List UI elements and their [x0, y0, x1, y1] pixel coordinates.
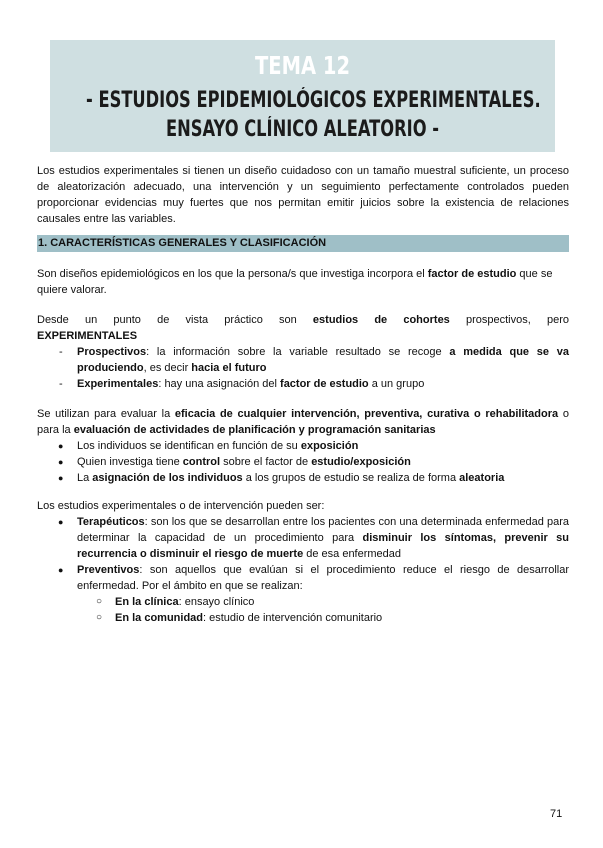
- paragraph-definition: [37, 266, 569, 298]
- tema-number: TEMA 12: [254, 51, 351, 80]
- bold-text: Prospectivos: [77, 346, 147, 358]
- document-body: [37, 163, 569, 626]
- text: sobre el factor de: [220, 456, 312, 468]
- bold-text: estudios de cohortes: [312, 314, 450, 326]
- text: : hay una asignación del: [158, 378, 281, 390]
- text: , es decir: [143, 362, 192, 374]
- bold-text: control: [182, 456, 221, 468]
- bold-text: En la comunidad: [115, 612, 204, 624]
- bold-text: EXPERIMENTALES: [37, 330, 138, 342]
- text: : son aquellos que evalúan si el procedimiento reduce el riesgo de desarrollar enfermedad. Por el ámbito en que se realizan:: [77, 564, 569, 592]
- text: Quien investiga tiene: [77, 456, 183, 468]
- scope-list: [37, 594, 569, 626]
- bold-text: aleatoria: [459, 472, 505, 484]
- text: a los grupos de estudio se realiza de forma: [242, 472, 460, 484]
- text: : estudio de intervención comunitario: [203, 612, 383, 624]
- bold-text: Preventivos: [77, 564, 140, 576]
- bold-text: factor de estudio: [280, 378, 369, 390]
- bold-text: a medida que se va produciendo: [77, 346, 569, 374]
- page-number: 71: [550, 808, 563, 820]
- text: Son diseños epidemiológicos en los que la persona/s que investiga incorpora el: [37, 268, 428, 280]
- text: a un grupo: [368, 378, 425, 390]
- text: : son los que se desarrollan entre los pacientes con una determinada enfermedad para determinar la capacidad de un procedimiento para: [77, 516, 569, 544]
- text: que se quiere valorar.: [37, 268, 553, 296]
- bold-text: disminuir los síntomas, prevenir su recurrencia o disminuir el riesgo de muerte: [77, 532, 569, 560]
- text: Los individuos se identifican en función de su: [77, 440, 301, 452]
- title-banner: [50, 40, 555, 152]
- text: prospectivos, pero: [449, 314, 569, 326]
- paragraph-types-intro: Los estudios experimentales o de intervención pueden ser:: [37, 500, 325, 512]
- paragraph-uses: [37, 406, 569, 438]
- section-heading: 1. CARACTERÍSTICAS GENERALES Y CLASIFICACIÓN: [37, 235, 569, 252]
- text: o para la: [37, 408, 569, 436]
- bold-text: asignación de los individuos: [92, 472, 243, 484]
- types-list: [37, 514, 569, 594]
- title-line-2: ENSAYO CLÍNICO ALEATORIO -: [166, 117, 439, 142]
- title-line-1: - ESTUDIOS EPIDEMIOLÓGICOS EXPERIMENTALES.: [86, 88, 541, 113]
- text: : ensayo clínico: [178, 596, 255, 608]
- intro-paragraph: Los estudios experimentales si tienen un diseño cuidadoso con un tamaño muestral suficiente, un proceso de aleatorización adecuado, una intervención y un seguimiento perfectamente controlados pueden proporcionar evidencias muy fuertes que nos permitan emitir juicios sobre la existencia de relaciones causales entre las variables.: [37, 165, 569, 225]
- bold-text: eficacia de cualquier intervención, preventiva, curativa o rehabilitadora: [174, 408, 559, 420]
- paragraph-cohortes: [37, 312, 569, 344]
- list-item: [37, 562, 569, 594]
- bold-text: evaluación de actividades de planificación y programación sanitarias: [73, 424, 436, 436]
- list-item: [37, 344, 569, 376]
- justified-line: [37, 312, 569, 328]
- bullet-list: [37, 438, 569, 486]
- list-item: [37, 438, 569, 454]
- bold-text: factor de estudio: [427, 268, 517, 280]
- bold-text: Experimentales: [77, 378, 159, 390]
- bold-text: estudio/exposición: [311, 456, 411, 468]
- bold-text: hacia el futuro: [191, 362, 267, 374]
- text: : la información sobre la variable resultado se recoge: [146, 346, 450, 358]
- list-item: [37, 376, 569, 392]
- bold-text: exposición: [300, 440, 359, 452]
- list-item: [37, 610, 569, 626]
- text: de esa enfermedad: [303, 548, 402, 560]
- list-item: [37, 454, 569, 470]
- text: La: [77, 472, 93, 484]
- list-item: [37, 594, 569, 610]
- list-item: [37, 514, 569, 562]
- text: Se utilizan para evaluar la: [37, 408, 175, 420]
- bold-text: Terapéuticos: [77, 516, 145, 528]
- text: Desde un punto de vista práctico son: [37, 314, 313, 326]
- dash-list: [37, 344, 569, 392]
- list-item: [37, 470, 569, 486]
- bold-text: En la clínica: [115, 596, 179, 608]
